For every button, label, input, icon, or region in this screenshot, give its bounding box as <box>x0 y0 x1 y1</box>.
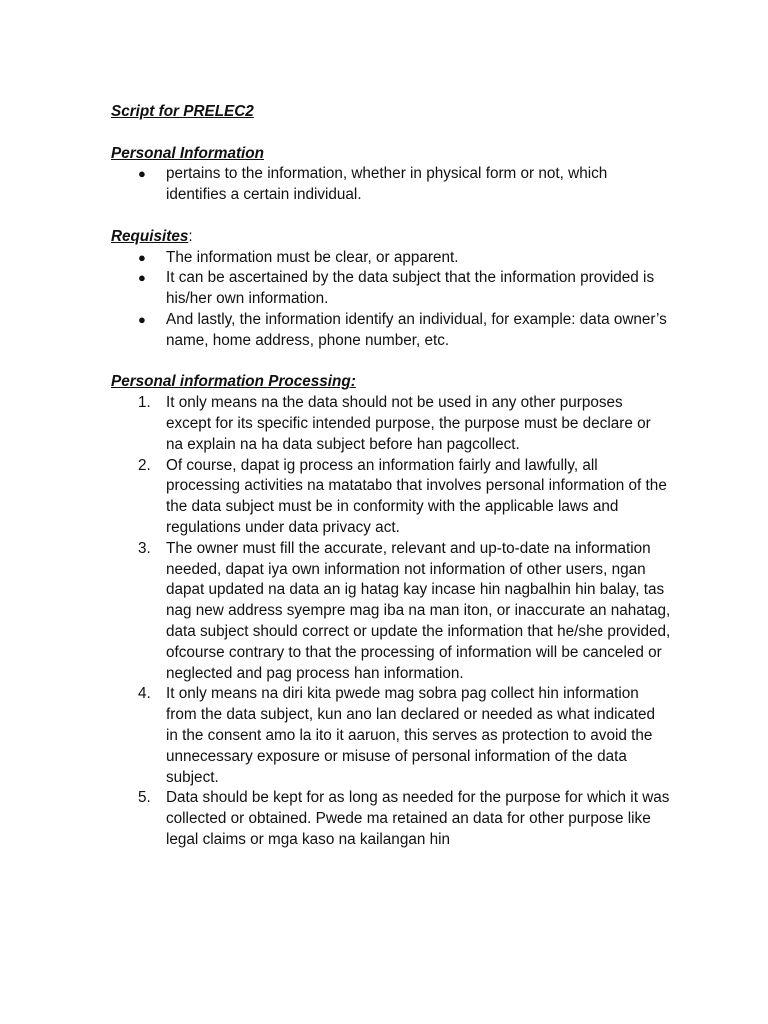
list-item <box>111 268 671 310</box>
list-item-text: And lastly, the information identify an individual, for example: data owner’s name, home address, phone number, etc. <box>166 310 667 349</box>
bullet-icon: ● <box>138 249 146 265</box>
list-item-text: The owner must fill the accurate, relevant and up-to-date na information needed, dapat iya own information not information of other users, ngan dapat updated na data an ig hatag kay incase hin nagbalhin hin balay, tas nag new address syempre mag iba na man iton, or inaccurate an nahatag, data subject should correct or update the information that he/she provided, ofcourse contrary to that the processing of information will be canceled or neglected and pag process han information. <box>166 539 671 682</box>
document-page <box>111 102 671 871</box>
bullet-list <box>111 248 671 352</box>
section-heading-requisites-line <box>111 227 671 248</box>
list-item-text: The information must be clear, or apparent. <box>166 248 459 266</box>
list-item <box>111 539 671 685</box>
list-item <box>111 456 671 539</box>
section-requisites <box>111 227 671 352</box>
bullet-icon: ● <box>138 166 146 182</box>
list-item <box>111 248 671 269</box>
section-heading-personal-information: Personal Information <box>111 144 264 162</box>
list-item-text: It only means na diri kita pwede mag sobra pag collect hin information from the data subject, kun ano lan declared or needed as what indicated in the consent amo la ito it aaruon, this serves as protection to avoid the unnecessary exposure or misuse of personal information of the data subject. <box>166 685 655 786</box>
list-item-number: 4. <box>138 685 151 703</box>
list-item <box>111 310 671 352</box>
bullet-icon: ● <box>138 270 146 286</box>
list-item <box>111 393 671 455</box>
list-item-text: It only means na the data should not be used in any other purposes except for its specific intended purpose, the purpose must be declare or na explain na ha data subject before han pagcollect. <box>166 394 651 453</box>
list-item <box>111 684 671 788</box>
list-item-number: 5. <box>138 789 151 807</box>
list-item-text: Of course, dapat ig process an information fairly and lawfully, all processing activities na matatabo that involves personal information of the the data subject must be in conformity with the applicable laws and regulations under data privacy act. <box>166 456 667 536</box>
list-item <box>111 788 671 850</box>
heading-colon: : <box>188 227 193 245</box>
section-heading-processing: Personal information Processing: <box>111 373 356 391</box>
list-item-number: 3. <box>138 539 151 557</box>
bullet-list <box>111 164 671 206</box>
list-item-number: 2. <box>138 456 151 474</box>
numbered-list <box>111 393 671 851</box>
list-item-number: 1. <box>138 394 151 412</box>
section-personal-information <box>111 144 671 206</box>
section-heading-requisites: Requisites <box>111 227 189 245</box>
list-item-text: Data should be kept for as long as needed for the purpose for which it was collected or obtained. Pwede ma retained an data for other purpose like legal claims or mga kaso na kailangan hin <box>166 789 670 848</box>
list-item-text: It can be ascertained by the data subject that the information provided is his/her own information. <box>166 269 655 308</box>
document-title: Script for PRELEC2 <box>111 103 254 120</box>
list-item-text: pertains to the information, whether in physical form or not, which identifies a certain individual. <box>166 165 608 204</box>
bullet-icon: ● <box>138 311 146 327</box>
section-processing <box>111 372 671 850</box>
list-item <box>111 164 671 206</box>
